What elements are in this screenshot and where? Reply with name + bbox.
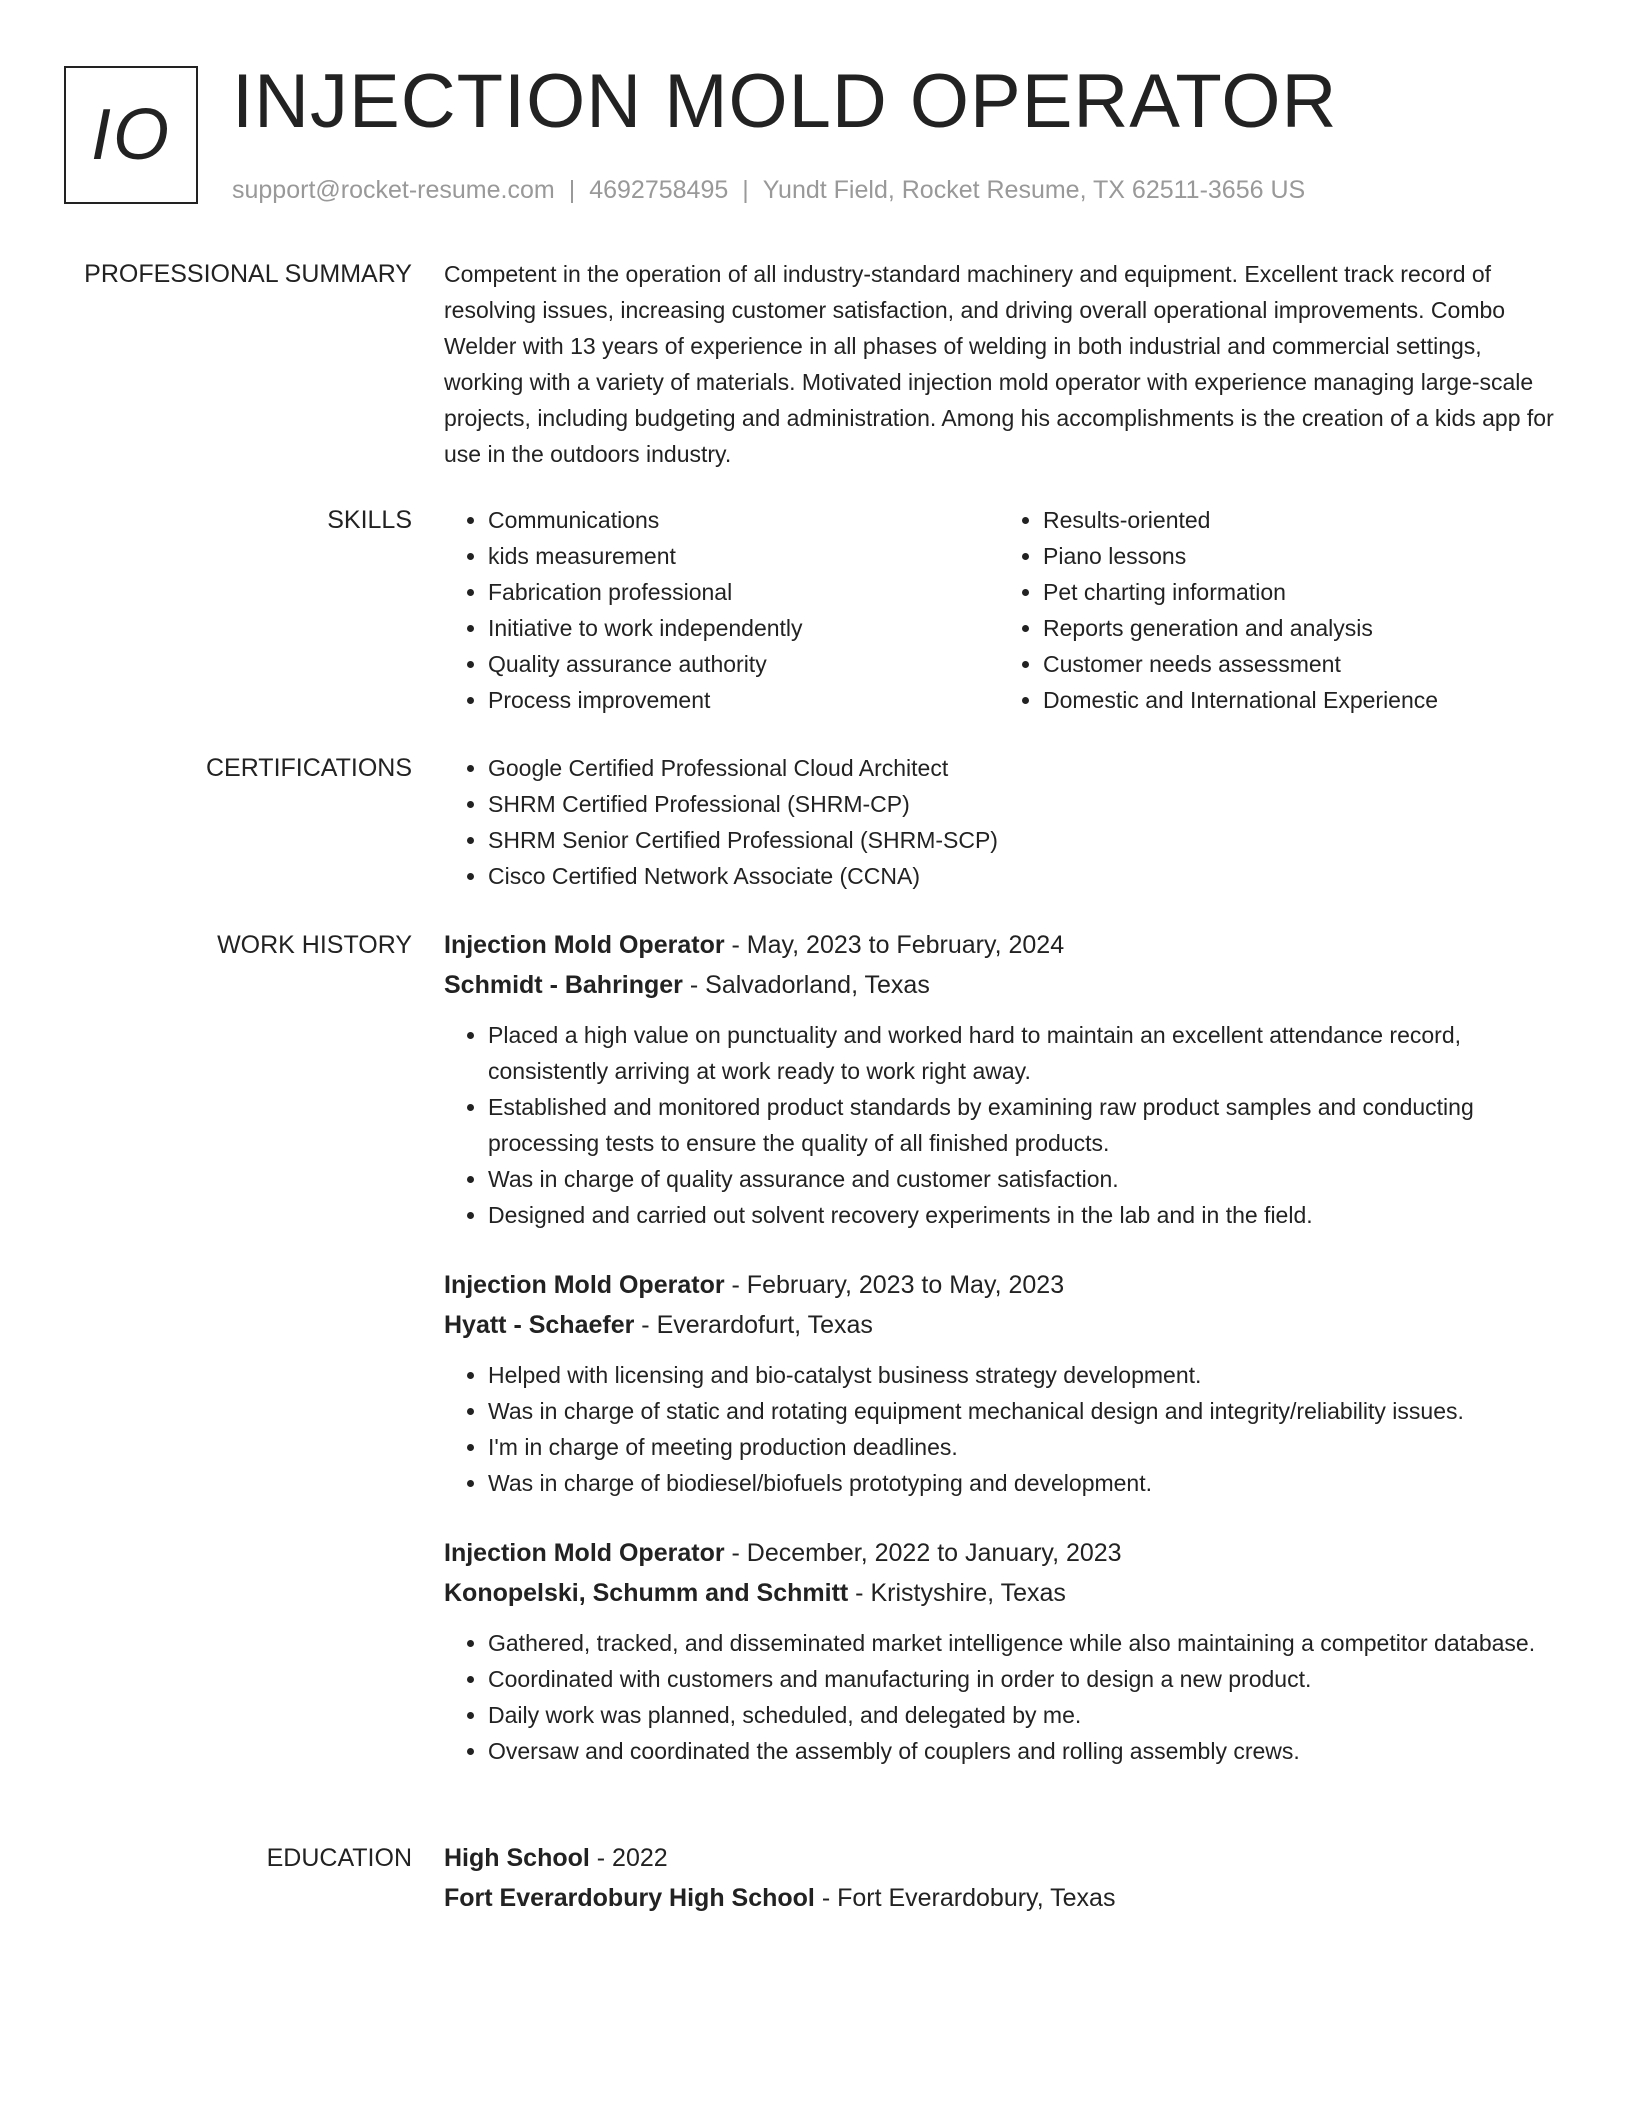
company-line <box>444 1573 1554 1613</box>
job-bullet: • Was in charge of quality assurance and customer satisfaction. <box>488 1161 1554 1197</box>
skills-list-right <box>999 502 1554 718</box>
job-title: Injection Mold Operator <box>444 1539 725 1567</box>
skill-item: • Customer needs assessment <box>1043 646 1554 682</box>
job-dates: - May, 2023 to February, 2024 <box>724 931 1065 959</box>
contact-phone: 4692758495 <box>589 176 729 204</box>
education-year: - 2022 <box>589 1844 668 1872</box>
company-line <box>444 1305 1554 1345</box>
skills-list-left <box>444 502 999 718</box>
contact-separator: | <box>568 176 576 204</box>
candidate-title: INJECTION MOLD OPERATOR <box>232 59 1338 144</box>
certification-item: • SHRM Certified Professional (SHRM-CP) <box>488 786 1554 822</box>
education-location: - Fort Everardobury, Texas <box>814 1884 1116 1912</box>
job-entry <box>444 1533 1554 1769</box>
job-bullets <box>444 1625 1554 1769</box>
education-degree: High School <box>444 1844 590 1872</box>
skill-item: • Pet charting information <box>1043 574 1554 610</box>
skill-item: • Piano lessons <box>1043 538 1554 574</box>
skill-item: • Reports generation and analysis <box>1043 610 1554 646</box>
contact-email: support@rocket-resume.com <box>232 176 555 204</box>
company-name: Schmidt - Bahringer <box>444 971 683 999</box>
section-body <box>444 750 1554 894</box>
skill-item: • Process improvement <box>488 682 999 718</box>
skill-item: • Initiative to work independently <box>488 610 999 646</box>
job-dates: - February, 2023 to May, 2023 <box>724 1271 1065 1299</box>
contact-separator: | <box>742 176 749 204</box>
contact-line <box>232 172 1305 208</box>
education-school-line <box>444 1878 1554 1918</box>
job-bullet: • Oversaw and coordinated the assembly of couplers and rolling assembly crews. <box>488 1733 1554 1769</box>
job-bullet: • Daily work was planned, scheduled, and delegated by me. <box>488 1697 1554 1733</box>
job-entry <box>444 925 1554 1233</box>
job-bullet: • Was in charge of biodiesel/biofuels prototyping and development. <box>488 1465 1554 1501</box>
job-title-line <box>444 1533 1554 1573</box>
job-entry <box>444 1265 1554 1501</box>
job-bullet: • Designed and carried out solvent recovery experiments in the lab and in the field. <box>488 1197 1554 1233</box>
section-label: SKILLS <box>327 506 412 534</box>
job-bullet: • Established and monitored product standards by examining raw product samples and conducting processing tests to ensure the quality of all finished products. <box>488 1089 1554 1161</box>
job-bullets <box>444 1017 1554 1233</box>
company-name: Konopelski, Schumm and Schmitt <box>444 1579 849 1607</box>
skill-item: • Domestic and International Experience <box>1043 682 1554 718</box>
section-label: WORK HISTORY <box>217 931 412 959</box>
section-label: EDUCATION <box>266 1844 412 1872</box>
company-location: - Salvadorland, Texas <box>682 971 930 999</box>
job-title: Injection Mold Operator <box>444 931 725 959</box>
skills-grid <box>444 502 1554 718</box>
contact-address: Yundt Field, Rocket Resume, TX 62511-3656 US <box>762 176 1306 204</box>
certification-item: • Google Certified Professional Cloud Architect <box>488 750 1554 786</box>
job-bullet: • Was in charge of static and rotating equipment mechanical design and integrity/reliability issues. <box>488 1393 1554 1429</box>
company-location: - Everardofurt, Texas <box>634 1311 873 1339</box>
company-line <box>444 965 1554 1005</box>
monogram-box <box>64 66 198 204</box>
certification-item: • Cisco Certified Network Associate (CCNA) <box>488 858 1554 894</box>
monogram-initials: IO <box>90 95 171 175</box>
certification-item: • SHRM Senior Certified Professional (SHRM-SCP) <box>488 822 1554 858</box>
job-bullet: • Placed a high value on punctuality and worked hard to maintain an excellent attendance record, consistently arriving at work ready to work right away. <box>488 1017 1554 1089</box>
section-body <box>444 1838 1554 1930</box>
job-bullet: • Helped with licensing and bio-catalyst business strategy development. <box>488 1357 1554 1393</box>
job-dates: - December, 2022 to January, 2023 <box>724 1539 1122 1567</box>
skill-item: • Quality assurance authority <box>488 646 999 682</box>
summary-text: Competent in the operation of all industry-standard machinery and equipment. Excellent track record of resolving issues, increasing customer satisfaction, and driving overall operational improvements. Combo Welder with 13 years of experience in all phases of welding in both industrial and commercial settings, working with a variety of materials. Motivated injection mold operator with experience managing large-scale projects, including budgeting and administration. Among his accomplishments is the creation of a kids app for use in the outdoors industry. <box>444 261 1554 467</box>
company-location: - Kristyshire, Texas <box>848 1579 1066 1607</box>
skill-item: • kids measurement <box>488 538 999 574</box>
job-bullets <box>444 1357 1554 1501</box>
section-body <box>444 256 1554 472</box>
section-label: PROFESSIONAL SUMMARY <box>84 260 412 288</box>
education-school: Fort Everardobury High School <box>444 1884 815 1912</box>
education-degree-line <box>444 1838 1554 1878</box>
job-bullet: • Gathered, tracked, and disseminated market intelligence while also maintaining a competitor database. <box>488 1625 1554 1661</box>
job-bullet: • I'm in charge of meeting production deadlines. <box>488 1429 1554 1465</box>
certifications-list <box>444 750 1554 894</box>
job-title-line <box>444 1265 1554 1305</box>
job-title: Injection Mold Operator <box>444 1271 725 1299</box>
company-name: Hyatt - Schaefer <box>444 1311 635 1339</box>
job-bullet: • Coordinated with customers and manufacturing in order to design a new product. <box>488 1661 1554 1697</box>
skill-item: • Communications <box>488 502 999 538</box>
skill-item: • Results-oriented <box>1043 502 1554 538</box>
job-title-line <box>444 925 1554 965</box>
skill-item: • Fabrication professional <box>488 574 999 610</box>
section-label: CERTIFICATIONS <box>205 754 412 782</box>
